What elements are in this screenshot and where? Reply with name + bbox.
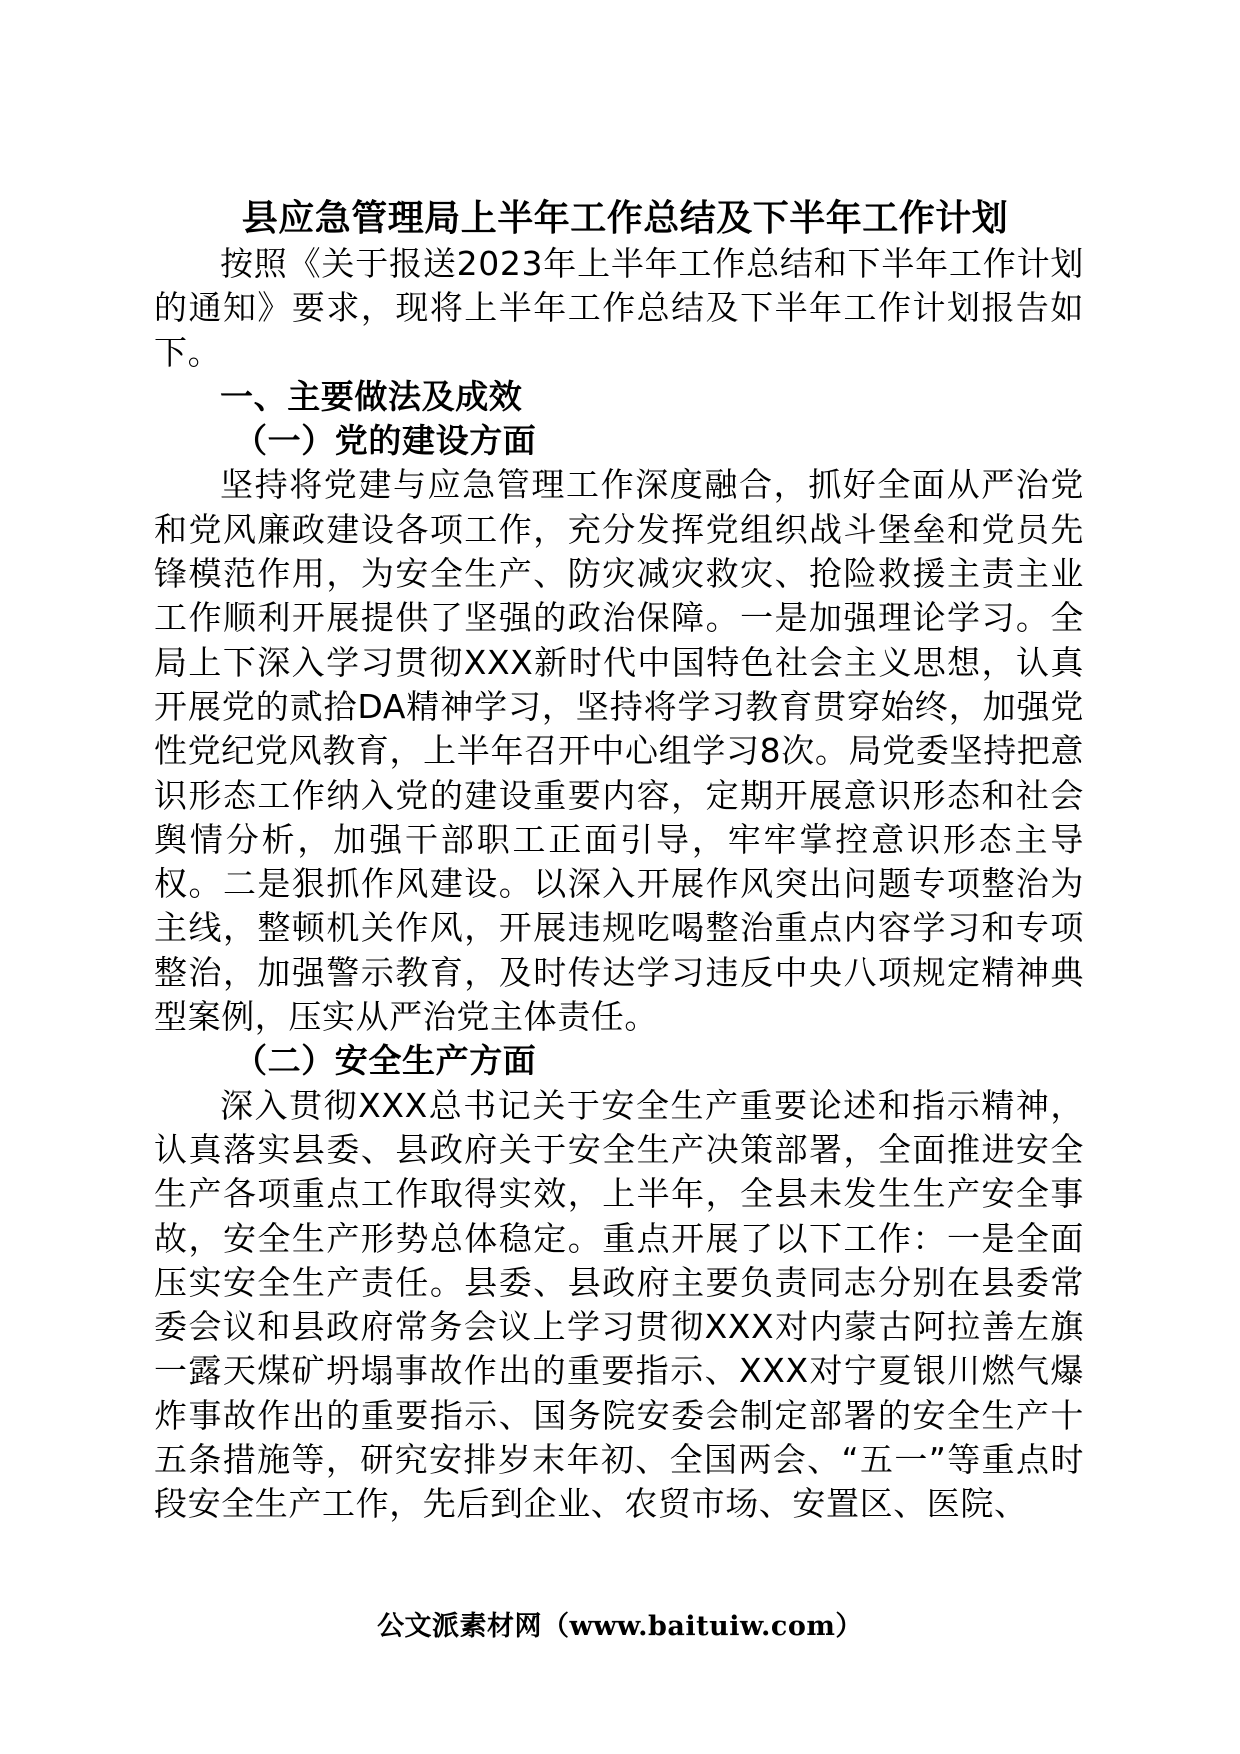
party-building-paragraph: 坚持将党建与应急管理工作深度融合，抓好全面从严治党和党风廉政建设各项工作，充分发挥党组织战斗堡垒和党员先锋模范作用，为安全生产、防灾减灾救灾、抢险救援主责主业工作顺利开展提供了坚强的政治保障。一是加强理论学习。全局上下深入学习贯彻XXX新时代中国特色社会主义思想，认真开展党的贰拾DA精神学习，坚持将学习教育贯穿始终，加强党性党纪党风教育，上半年召开中心组学习8次。局党委坚持把意识形态工作纳入党的建设重要内容，定期开展意识形态和社会舆情分析，加强干部职工正面引导，牢牢掌控意识形态主导权。二是狠抓作风建设。以深入开展作风突出问题专项整治为主线，整顿机关作风，开展违规吃喝整治重点内容学习和专项整治，加强警示教育，及时传达学习违反中央八项规定精神典型案例，压实从严治党主体责任。 (154, 465, 1084, 1037)
work-safety-paragraph: 深入贯彻XXX总书记关于安全生产重要论述和指示精神，认真落实县委、县政府关于安全生产决策部署，全面推进安全生产各项重点工作取得实效，上半年，全县未发生生产安全事故，安全生产形势总体稳定。重点开展了以下工作：一是全面压实安全生产责任。县委、县政府主要负责同志分别在县委常委会议和县政府常务会议上学习贯彻XXX对内蒙古阿拉善左旗一露天煤矿坍塌事故作出的重要指示、XXX对宁夏银川燃气爆炸事故作出的重要指示、国务院安委会制定部署的安全生产十五条措施等，研究安排岁末年初、全国两会、“五一”等重点时段安全生产工作，先后到企业、农贸市场、安置区、医院、 (154, 1085, 1084, 1524)
subsection-heading-work-safety: （二）安全生产方面 (234, 1041, 537, 1081)
intro-paragraph: 按照《关于报送2023年上半年工作总结和下半年工作计划的通知》要求，现将上半年工作总结及下半年工作计划报告如下。 (154, 244, 1084, 372)
document-page (154, 196, 1084, 1527)
footer-watermark-text: 公文派素材网（www.baituiw.com） (377, 1611, 863, 1642)
document-title: 县应急管理局上半年工作总结及下半年工作计划 (241, 198, 1009, 239)
subsection-heading-party-building: （一）党的建设方面 (234, 421, 537, 461)
section-heading-1: 一、主要做法及成效 (220, 376, 523, 416)
